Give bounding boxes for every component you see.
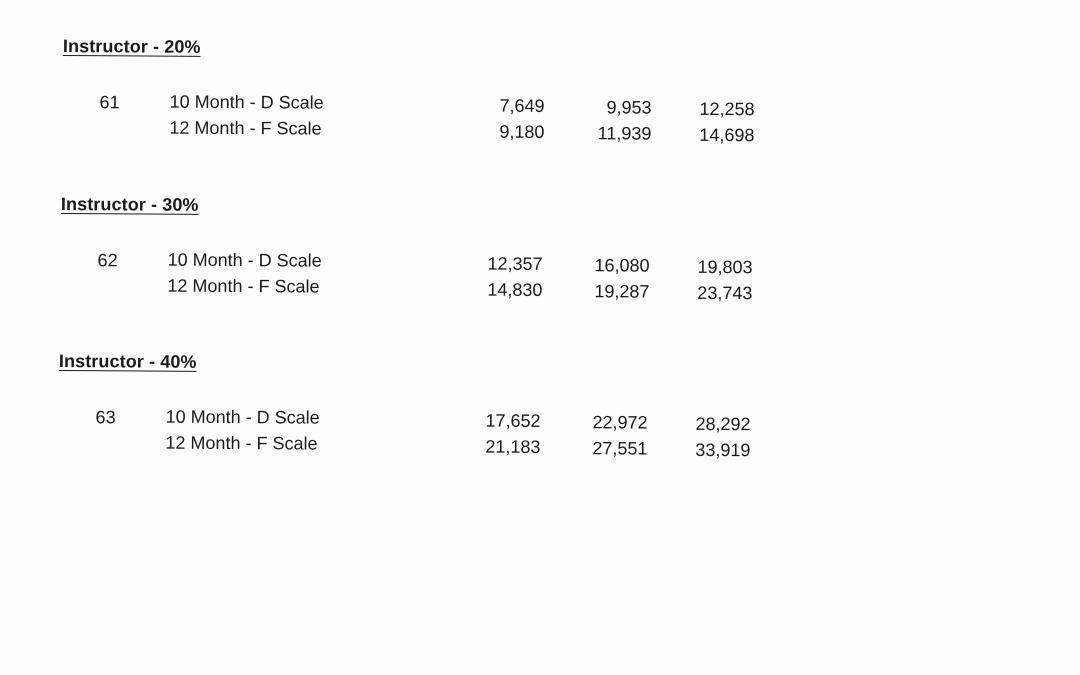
salary-row bbox=[61, 249, 821, 278]
salary-row bbox=[58, 432, 818, 461]
salary-max: 28,292 bbox=[695, 413, 751, 435]
salary-mid: 27,551 bbox=[592, 438, 648, 459]
scale-label: 12 Month - F Scale bbox=[169, 117, 322, 139]
salary-row bbox=[59, 406, 819, 435]
salary-max: 14,698 bbox=[699, 124, 755, 146]
grade-number: 61 bbox=[99, 92, 120, 113]
grade-number: 63 bbox=[95, 407, 116, 428]
salary-row bbox=[62, 117, 822, 146]
salary-section-instructor-30 bbox=[60, 194, 821, 304]
salary-max: 33,919 bbox=[695, 439, 751, 461]
grade-number: 62 bbox=[97, 250, 118, 271]
salary-min: 7,649 bbox=[499, 95, 545, 116]
section-heading: Instructor - 40% bbox=[58, 351, 197, 372]
scale-label: 12 Month - F Scale bbox=[165, 432, 318, 454]
salary-mid: 16,080 bbox=[594, 255, 650, 276]
salary-min: 14,830 bbox=[487, 279, 543, 300]
salary-max: 19,803 bbox=[697, 256, 753, 278]
salary-section-instructor-20 bbox=[62, 36, 823, 146]
salary-mid: 11,939 bbox=[597, 123, 652, 144]
salary-min: 21,183 bbox=[485, 436, 541, 457]
salary-section-instructor-40 bbox=[58, 351, 819, 461]
scale-label: 10 Month - D Scale bbox=[167, 249, 322, 271]
salary-row bbox=[63, 91, 823, 120]
salary-min: 9,180 bbox=[499, 121, 545, 142]
scale-label: 10 Month - D Scale bbox=[165, 406, 320, 428]
scale-label: 12 Month - F Scale bbox=[167, 275, 320, 297]
scale-label: 10 Month - D Scale bbox=[169, 91, 324, 113]
salary-max: 23,743 bbox=[697, 282, 753, 304]
salary-mid: 19,287 bbox=[594, 281, 650, 302]
section-heading: Instructor - 30% bbox=[60, 194, 199, 215]
salary-mid: 9,953 bbox=[606, 97, 652, 118]
salary-min: 17,652 bbox=[485, 410, 541, 431]
salary-row bbox=[60, 275, 820, 304]
salary-max: 12,258 bbox=[699, 98, 755, 120]
salary-min: 12,357 bbox=[487, 253, 543, 274]
salary-mid: 22,972 bbox=[592, 412, 648, 433]
section-heading: Instructor - 20% bbox=[62, 36, 201, 57]
